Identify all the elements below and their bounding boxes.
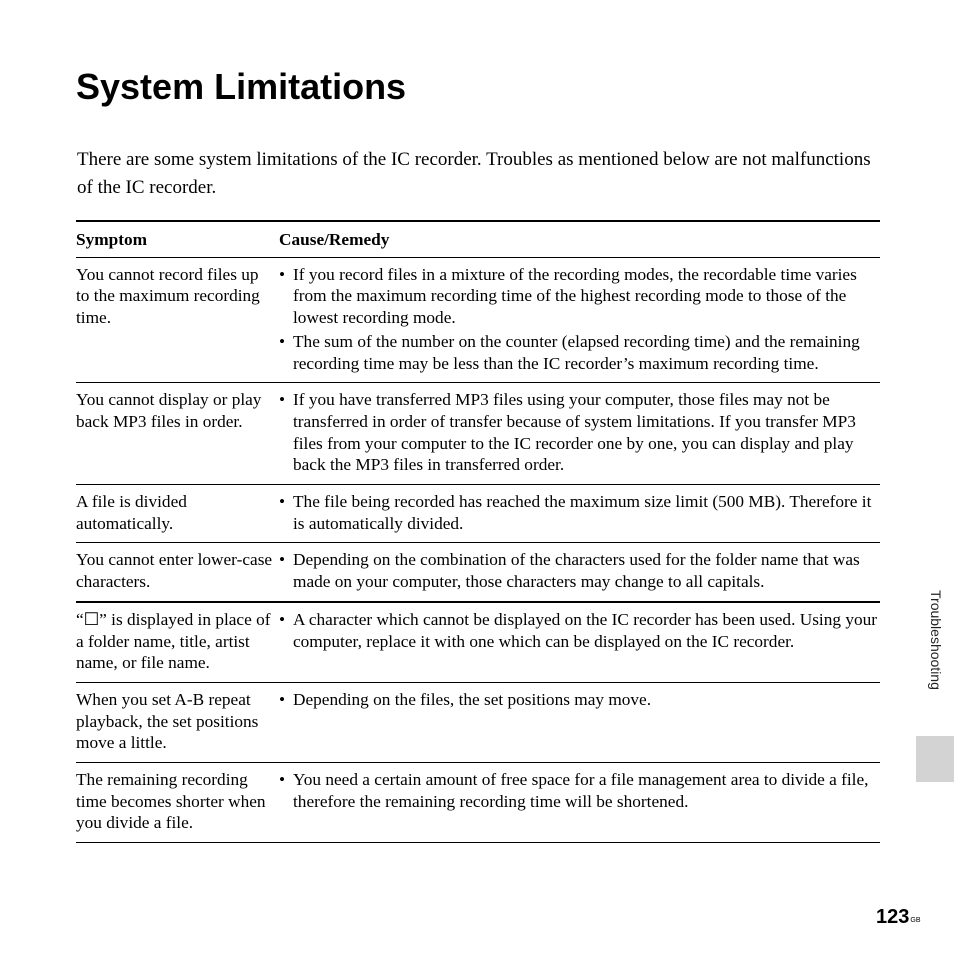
remedy-item bbox=[279, 549, 880, 592]
table-header-row bbox=[76, 221, 880, 257]
remedy-cell bbox=[279, 383, 880, 485]
bullet-icon: • bbox=[279, 390, 286, 410]
symptom-cell: A file is divided automatically. bbox=[76, 485, 279, 543]
remedy-cell bbox=[279, 543, 880, 602]
remedy-list bbox=[279, 389, 880, 476]
bullet-icon: • bbox=[279, 550, 286, 570]
bullet-icon: • bbox=[279, 492, 286, 512]
table-row bbox=[76, 682, 880, 762]
remedy-item bbox=[279, 609, 880, 652]
remedy-text: Depending on the combination of the characters used for the folder name that was made on your computer, those characters may change to all capitals. bbox=[293, 550, 860, 592]
page-number bbox=[876, 905, 921, 929]
bullet-icon: • bbox=[279, 689, 286, 709]
remedy-list bbox=[279, 264, 880, 375]
symptom-cell: The remaining recording time becomes shorter when you divide a file. bbox=[76, 763, 279, 843]
remedy-item bbox=[279, 264, 880, 329]
remedy-text: The sum of the number on the counter (elapsed recording time) and the remaining recording time may be less than the IC recorder’s maximum recording time. bbox=[293, 331, 860, 373]
remedy-text: A character which cannot be displayed on the IC recorder has been used. Using your computer, replace it with one which can be displayed on the IC recorder. bbox=[293, 609, 878, 651]
limitations-table bbox=[76, 220, 880, 843]
remedy-list bbox=[279, 609, 880, 652]
table-row bbox=[76, 257, 880, 383]
remedy-cell bbox=[279, 602, 880, 683]
intro-paragraph: There are some system limitations of the IC recorder. Troubles as mentioned below are not malfunctions of the IC recorder. bbox=[77, 149, 871, 198]
table-row bbox=[76, 383, 880, 485]
remedy-text: If you record files in a mixture of the recording modes, the recordable time varies from the maximum recording time of the highest recording mode to those of the lowest recording mode. bbox=[293, 264, 857, 328]
bullet-icon: • bbox=[279, 331, 286, 351]
table-row bbox=[76, 543, 880, 602]
section-tab-marker bbox=[916, 736, 954, 782]
remedy-item bbox=[279, 689, 880, 711]
symptom-cell: You cannot record files up to the maximum recording time. bbox=[76, 257, 279, 383]
symptom-cell: You cannot enter lower-case characters. bbox=[76, 543, 279, 602]
cause-remedy-column-header: Cause/Remedy bbox=[279, 221, 880, 257]
page-number-value: 123 bbox=[876, 906, 910, 928]
table-row bbox=[76, 763, 880, 843]
symptom-cell: When you set A-B repeat playback, the set positions move a little. bbox=[76, 682, 279, 762]
section-side-tab: Troubleshooting bbox=[928, 590, 944, 690]
bullet-icon: • bbox=[279, 770, 286, 790]
remedy-item bbox=[279, 491, 880, 534]
remedy-cell bbox=[279, 257, 880, 383]
table-row bbox=[76, 485, 880, 543]
symptom-cell: “☐” is displayed in place of a folder name, title, artist name, or file name. bbox=[76, 602, 279, 683]
remedy-cell bbox=[279, 763, 880, 843]
remedy-cell bbox=[279, 682, 880, 762]
symptom-column-header: Symptom bbox=[76, 221, 279, 257]
bullet-icon: • bbox=[279, 609, 286, 629]
page-number-suffix: GB bbox=[910, 917, 921, 924]
remedy-text: You need a certain amount of free space for a file management area to divide a file, therefore the remaining recording time will be shortened. bbox=[293, 770, 869, 811]
remedy-list bbox=[279, 549, 880, 592]
remedy-text: The file being recorded has reached the maximum size limit (500 MB). Therefore it is automatically divided. bbox=[293, 492, 872, 533]
remedy-item bbox=[279, 331, 880, 374]
remedy-list bbox=[279, 769, 880, 812]
remedy-cell bbox=[279, 485, 880, 543]
page-title: System Limitations bbox=[76, 66, 407, 107]
remedy-list bbox=[279, 689, 880, 711]
table-row bbox=[76, 602, 880, 683]
remedy-item bbox=[279, 389, 880, 476]
remedy-text: Depending on the files, the set positions may move. bbox=[293, 689, 652, 709]
remedy-list bbox=[279, 491, 880, 534]
bullet-icon: • bbox=[279, 264, 286, 284]
remedy-text: If you have transferred MP3 files using your computer, those files may not be transferred in order of transfer because of system limitations. If you transfer MP3 files from your computer to the IC recorder one by one, you can display and play back the MP3 files in transferred order. bbox=[293, 390, 856, 475]
remedy-item bbox=[279, 769, 880, 812]
symptom-cell: You cannot display or play back MP3 files in order. bbox=[76, 383, 279, 485]
